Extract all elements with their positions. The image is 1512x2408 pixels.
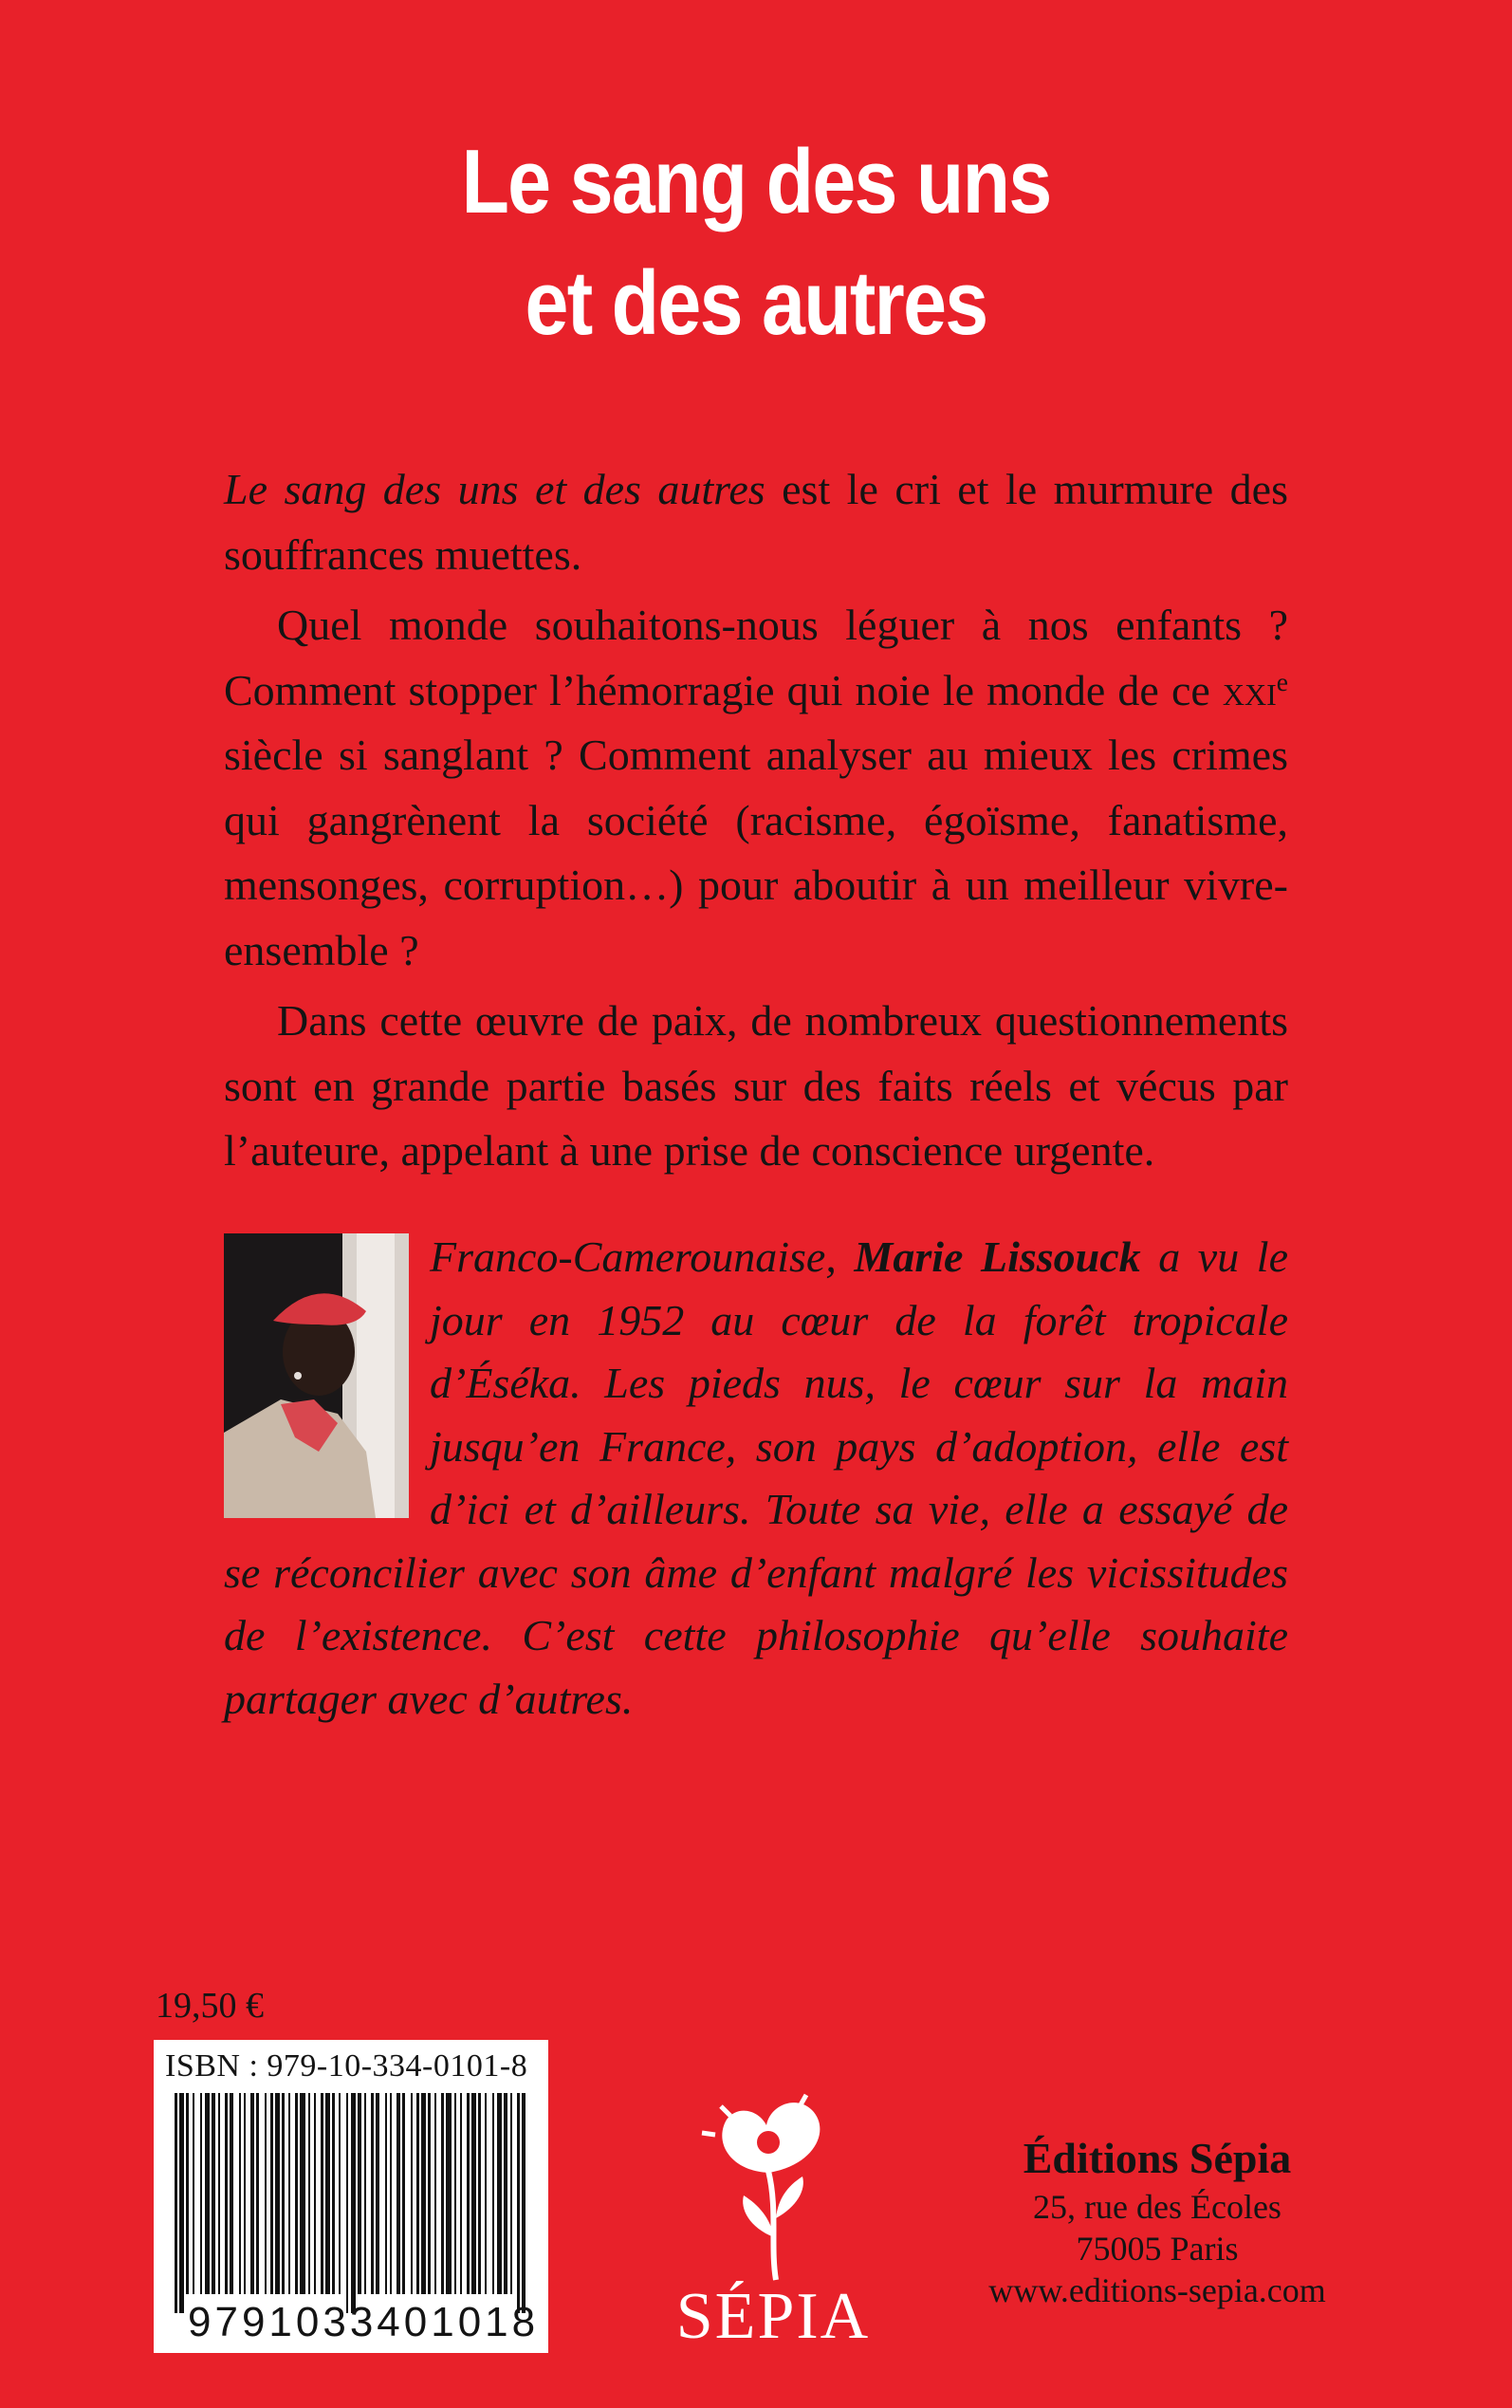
barcode-bar	[478, 2093, 481, 2294]
barcode-bar	[504, 2093, 507, 2294]
barcode-bar	[200, 2093, 202, 2294]
blurb-p1-text: est le cri et le murmure des souffrances muettes.	[224, 465, 1288, 579]
barcode-bar	[321, 2093, 323, 2294]
barcode-bar	[522, 2093, 526, 2313]
publisher-info	[949, 2131, 1366, 2311]
barcode-bar	[428, 2093, 431, 2294]
flower-icon	[664, 2066, 882, 2294]
barcode-bar	[390, 2093, 392, 2294]
title-line-1: Le sang des uns	[461, 131, 1051, 232]
blurb-paragraph-3: Dans cette œuvre de paix, de nombreux questionnements sont en grande partie basés sur des faits réels et vécus par l’auteure, appelant à une prise de conscience urgente.	[224, 996, 1288, 1175]
barcode-bar	[288, 2093, 290, 2294]
barcode-bar	[510, 2093, 512, 2294]
barcode-bar	[314, 2093, 316, 2294]
publisher-name: Éditions Sépia	[1023, 2134, 1292, 2182]
barcode-bar	[250, 2093, 254, 2294]
publisher-website: www.editions-sepia.com	[988, 2271, 1326, 2309]
barcode-bar	[492, 2093, 494, 2294]
century-numeral: xxi	[1222, 665, 1277, 714]
barcode-bar	[275, 2093, 280, 2294]
author-photo-image	[224, 1233, 409, 1518]
barcode-bar	[270, 2093, 273, 2294]
barcode-bar	[175, 2093, 177, 2313]
barcode-bar	[339, 2093, 341, 2294]
barcode-bar	[485, 2093, 487, 2294]
barcode-bar	[239, 2093, 241, 2294]
barcode-bar	[256, 2093, 259, 2294]
barcode-bar	[265, 2093, 267, 2294]
barcode-bar	[300, 2093, 305, 2294]
title-line-2: et des autres	[525, 252, 987, 354]
blurb-p2-before: Quel monde souhaitons-nous léguer à nos enfants ? Comment stopper l’hémorragie qui noie le monde de ce	[224, 601, 1288, 714]
author-name: Marie Lissouck	[854, 1232, 1141, 1281]
publisher-city: 75005 Paris	[1076, 2230, 1239, 2268]
barcode-bar	[186, 2093, 189, 2294]
barcode-bar	[218, 2093, 220, 2294]
author-bio	[224, 1226, 1288, 1731]
author-bio-intro: Franco-Camerounaise,	[430, 1232, 855, 1281]
barcode-bar	[179, 2093, 184, 2313]
barcode-bar	[441, 2093, 444, 2294]
isbn: ISBN : 979-10-334-0101-8	[165, 2048, 528, 2084]
barcode-bar	[205, 2093, 210, 2294]
century-superscript: e	[1276, 666, 1288, 696]
barcode-bar	[308, 2093, 310, 2294]
barcode-bar	[325, 2093, 330, 2294]
barcode-bar	[346, 2093, 348, 2313]
barcode-bar	[282, 2093, 285, 2294]
barcode-bar	[471, 2093, 476, 2294]
barcode-bar	[467, 2093, 470, 2294]
barcode-bar	[193, 2093, 194, 2294]
barcode-bar	[416, 2093, 419, 2294]
barcode-digits: 9791033401018	[188, 2299, 540, 2345]
barcode-bar	[396, 2093, 400, 2294]
barcode-bar	[376, 2093, 379, 2294]
barcode-bar	[351, 2093, 356, 2313]
blurb-paragraph-1	[224, 457, 1288, 587]
barcode-bar	[460, 2093, 462, 2294]
barcode-bar	[212, 2093, 215, 2294]
barcode-bar	[402, 2093, 405, 2294]
barcode-bar	[454, 2093, 456, 2294]
barcode-bar	[295, 2093, 298, 2294]
logo-wordmark: SÉPIA	[675, 2280, 871, 2353]
barcode-bar	[364, 2093, 366, 2294]
price: 19,50 €	[156, 1986, 264, 2026]
barcode-bar	[411, 2093, 413, 2294]
barcode-bar	[244, 2093, 246, 2294]
barcode-bar	[385, 2093, 387, 2294]
barcode-bar	[434, 2093, 436, 2294]
author-bio-text: a vu le jour en 1952 au cœur de la forêt tropicale d’Éséka. Les pieds nus, le cœur sur la main jusqu’en France, son pays d’adoption, elle est d’ici et d’ailleurs. Toute sa vie, elle a essayé de se réconcilier avec son âme d’enfant malgré les vicissitudes de l’existence. C’est cette philosophie qu’elle souhaite partager avec d’autres.	[224, 1232, 1288, 1723]
blurb	[224, 457, 1288, 1184]
author-photo	[224, 1233, 409, 1518]
blurb-p2-after: siècle si sanglant ? Comment analyser au mieux les crimes qui gangrènent la société (racisme, égoïsme, fanatisme, mensonges, corruption…) pour aboutir à un meilleur vivre-ensemble ?	[224, 731, 1288, 974]
sepia-logo	[664, 2066, 882, 2361]
barcode-bar	[371, 2093, 374, 2294]
publisher-address: 25, rue des Écoles	[1033, 2188, 1282, 2226]
barcode-bar	[421, 2093, 426, 2294]
barcode-bar	[446, 2093, 452, 2294]
barcode-bar	[225, 2093, 228, 2294]
barcode-bar	[358, 2093, 361, 2294]
book-title	[106, 121, 1407, 364]
barcode-box	[154, 2040, 548, 2353]
blurb-paragraph-2	[224, 593, 1288, 983]
barcode-bar	[497, 2093, 502, 2294]
barcode-bar	[517, 2093, 520, 2313]
barcode-bar	[230, 2093, 233, 2294]
blurb-title-reference: Le sang des uns et des autres	[224, 465, 765, 513]
barcode-bar	[332, 2093, 335, 2294]
